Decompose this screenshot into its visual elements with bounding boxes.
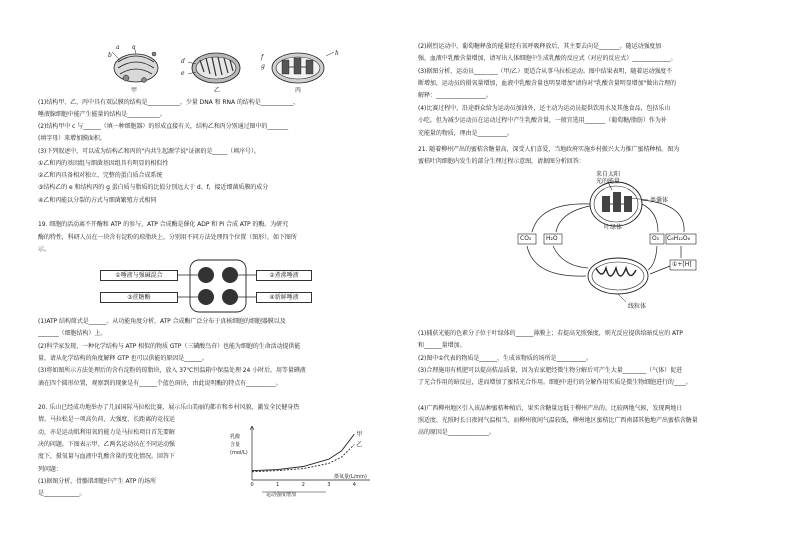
q18-option-1: ①乙和丙的基因组与细菌基因组具有明显的相似性 (38, 160, 169, 167)
q21-q4-line-1: (4)广西柳州地区引入该品种蜜桔种植后，果实含糖量远低于柳州产出的。比较两地气候，发现两地日 (418, 405, 683, 412)
chart-series-label-jia: 甲 (356, 431, 363, 439)
label-d: d (181, 58, 185, 65)
label-yi: 乙 (214, 87, 221, 94)
chart-series-line-jia (252, 434, 354, 470)
label-glucose: C₆H₁₂O₆ (667, 235, 691, 242)
chart-series-label-yi: 乙 (356, 441, 363, 449)
label-sun-1: 来自太阳 (596, 171, 621, 178)
label-b: b (108, 52, 112, 59)
organelle-jia (112, 46, 158, 83)
box-sucrase: ③蔗糖酶 (100, 292, 178, 303)
chart-x-tick: 1 (276, 482, 280, 488)
q21-intro-1: 21. 随着柳州产出的蜜桔含糖量高，深受人们喜爱，当地政府实施乡村振兴大力推广蜜桔种植。图为 (418, 146, 680, 153)
q20-intro-4: 决的问题。下图表示甲、乙两名运动员在不同运动强 (38, 441, 175, 448)
q18-option-2: ②乙和丙具备相对独立、完整的蛋白质合成系统 (38, 172, 163, 179)
q18-line-1: (1)结构甲、乙、丙中具有双层膜的结构是___________，少量 DNA 和 RNA 的结构是___________， (38, 99, 300, 106)
label-h: h (335, 50, 339, 57)
left-column (38, 0, 392, 549)
q21-q4-line-3: 高的原因是______________。 (418, 429, 496, 436)
q20-intro-1: 20. 乐山已经成功地举办了几届国际马拉松比赛，展示乐山美丽的都市和乡村风貌、激发全民健身热 (38, 404, 300, 411)
label-mitochondrion: 线粒体 (628, 303, 647, 310)
mitochondrion (588, 258, 648, 294)
chart-x-tick: 0 (250, 482, 254, 488)
q20-q4-line-2: 小吃。但为减少运动员在运动过程中产生乳酸含量，一般宜选用_______（葡萄糖/脂肪）作为补 (418, 117, 667, 124)
q21-q4-line-2: 照适度、光照时长日夜间气温相当，而柳州夜间气温较低，柳州地区蜜桔比广西南部其他地产出蜜桔含糖量 (418, 417, 698, 424)
q18-line-2: 唾液腺细胞中能产生能量的结构是___________。 (38, 111, 166, 118)
q18-line-4: (填字母）来增加膜面积。 (38, 135, 106, 142)
q18-line-5: (3)下列叙述中，可以成为结构乙和丙的"内共生起源学说"证据的是_____（填序号）。 (38, 148, 260, 155)
chloroplast (590, 182, 642, 226)
lactate-chart (230, 420, 380, 500)
chart-x-tick: 2 (301, 482, 305, 488)
label-bing: 丙 (295, 87, 302, 94)
label-g: g (261, 63, 265, 70)
organelle-yi (188, 53, 240, 83)
q18-option-4: ④乙和丙能以分裂的方式与细菌繁殖方式相同 (38, 197, 157, 204)
q20-q4-line-1: (4)比赛过程中，沿途群众给为运动员加油外，还主动为运动员提供饮用水及其他食品，包括乐山 (418, 105, 671, 112)
label-c: c (132, 44, 136, 51)
label-chloroplast: 叶绿体 (604, 224, 623, 231)
chart-ylabel-2: 含量 (230, 442, 241, 448)
chart-x-tick: 4 (352, 482, 356, 488)
label-jia: 甲 (131, 87, 138, 94)
q19-intro-2: 酶的特性，科研人员在一块含有淀粉的琼脂块上，分别用不同方法处理四个位置（图形），如下图所 (38, 234, 297, 241)
chart-series-line-yi (252, 445, 354, 472)
q20-intro-3: 动，亦是运动肌利用氧的能力是马拉松项目首先要解 (38, 429, 175, 436)
agar-block-diagram (188, 258, 248, 314)
q18-line-3: (2)结构甲中 c 与______（填一种细胞器）的形成直接有关，结构乙和丙分别通过图中的_______ (38, 123, 289, 130)
q21-intro-2: 蜜桔叶肉细胞内发生的部分生理过程示意图，请据图分析回答： (418, 158, 585, 165)
box-boiled-saliva: ②煮沸唾液 (256, 270, 312, 281)
organelle-bing (272, 52, 334, 83)
label-f: f (261, 54, 264, 61)
q20-q3-line-3: 解释：_________________。 (418, 92, 492, 99)
q21-q2: (2)图中①代表的物质是______，生成该物质的场所是__________。 (418, 355, 592, 362)
label-thylakoid: 类囊体 (650, 197, 669, 204)
q20-intro-6: 列问题： (38, 466, 62, 473)
q20-q4-line-3: 充能量的物质，理由是__________。 (418, 130, 513, 137)
q20-q2-line-1: (2)剧烈运动中，葡萄糖释放的能量经有氧呼吸释放后，其主要去向是_______。随运动强度加 (418, 43, 662, 50)
q19-q1-line-1: (1)ATP 结构简式是______。从功能角度分析，ATP 合成酶广泛分布于真核细胞的细胞器膜以及 (38, 318, 286, 325)
label-a: a (116, 44, 120, 51)
organelle-figure (106, 42, 346, 100)
q20-q2-line-2: 强，血液中乳酸含量增加，请写出人体细胞中生成乳酸的反应式（对应的反应式）_____________。 (418, 55, 677, 62)
chart-x-ticks (251, 482, 356, 488)
chart-ylabel-3: (mol/L) (230, 450, 248, 456)
q19-q2-line-2: 量，请从化学结构的角度解释 GTP 也可以供能的原因是______。 (38, 355, 208, 362)
chart-ylabel-1: 乳酸 (230, 434, 241, 440)
chart-x-tick: 3 (327, 482, 331, 488)
label-step-1: ①+[H] (672, 261, 692, 268)
chart-xlabel: 摄氧量(L/min) (334, 474, 367, 480)
q20-q3-line-1: (3)据图分析，运动员________（甲/乙）更适合从事马拉松运动。图中结果表明，随着运动强度不 (418, 68, 673, 75)
box-fresh-saliva: ④新鲜唾液 (256, 292, 312, 303)
q20-q1-line-1: (1)据图分析，骨骼肌细胞中产生 ATP 的场所 (38, 478, 157, 485)
q19-q3-line-1: (3)将如图所示方法处理后的含有淀粉的琼脂块，放入 37℃恒温箱中保温处理 24 小时后，用等量碘液 (38, 367, 306, 374)
q19-q2-line-1: (2)科学家发现，一种化学结构与 ATP 相似的物质 GTP（三磷酸鸟苷）也能为细胞的生命活动提供能 (38, 343, 301, 350)
q21-q1-line-2: 和______量增加。 (418, 342, 466, 349)
label-sun-2: 光的能量 (596, 178, 621, 185)
q20-q3-line-2: 断增加，运动员的摄氧量增加，血液中乳酸含量也明显增加"请你对"乳酸含量明显增加"做出合理的 (418, 80, 677, 87)
q19-intro-1: 19. 细胞的活动离不开酶和 ATP 的参与，ATP 合成酶是催化 ADP 和 Pi 合成 ATP 的酶。为研究 (38, 221, 289, 228)
label-co2: CO₂ (520, 235, 532, 242)
box-saliva-alkali: ①唾液与强碱混合 (100, 270, 178, 281)
chart-x-caption: 运动强度增加 (266, 492, 297, 498)
label-o2: O₂ (652, 235, 660, 242)
q21-q3-line-2: 了光合作用的暗反应，进而增加了蜜桔光合作用。细胞中进行的分解作用实质是微生物细胞进行的____。 (418, 379, 692, 386)
q20-q1-line-2: 是____________。 (38, 490, 86, 497)
q21-q1-line-1: (1)捕获光能的色素分子位于叶绿体的______薄膜上；若提高光照强度，则光反应提供给暗反应的 ATP (418, 330, 683, 337)
q21-q3-line-1: (3)合理施用有机肥可以提高桔品质量，因为农家肥经微生物分解后可产生大量________（气体）促进 (418, 367, 683, 374)
q19-intro-3: 示。 (38, 246, 50, 253)
q20-intro-5: 度下，摄氧量与血液中乳酸含量的变化情况。回答下 (38, 453, 175, 460)
label-e: e (181, 70, 185, 77)
q19-q1-line-2: _______（细胞结构）上。 (38, 330, 107, 337)
label-h2o: H₂O (546, 235, 558, 242)
q19-q3-line-2: 滴在四个圆形位置，观察到的现象是有______个蓝色斑块，由此说明酶的特点有__________。 (38, 380, 282, 387)
q20-intro-2: 情。马拉松是一项高负荷、大强度、长距离的竞技运 (38, 416, 175, 423)
q18-option-3: ③结构乙的 e 和结构丙的 g 蛋白质与脂质的比值分别远大于 d、f，接近细菌质膜的成分 (38, 184, 269, 191)
right-column (418, 0, 778, 549)
